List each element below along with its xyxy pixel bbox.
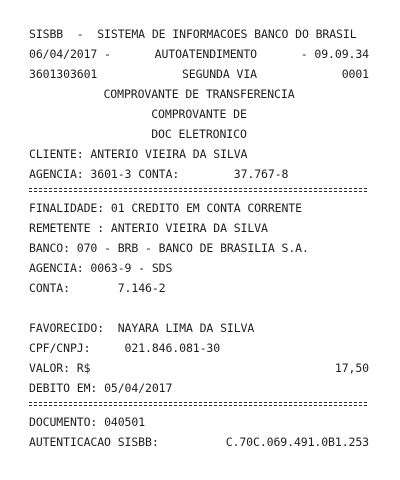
receipt-subtitle-1: COMPROVANTE DE bbox=[151, 107, 247, 121]
beneficiary-label: FAVORECIDO: bbox=[29, 321, 105, 335]
client-label: CLIENTE: bbox=[29, 147, 84, 161]
beneficiary-doc-row bbox=[29, 338, 369, 358]
dest-account-label: CONTA: bbox=[29, 281, 70, 295]
debit-label: DEBITO EM: bbox=[29, 381, 98, 395]
bank-label: BANCO: bbox=[29, 241, 70, 255]
client-agency-label: AGENCIA: bbox=[29, 167, 84, 181]
value-row bbox=[29, 358, 369, 378]
purpose-value: 01 CREDITO EM CONTA CORRENTE bbox=[110, 201, 302, 215]
copy-label: SEGUNDA VIA bbox=[181, 67, 257, 81]
blank-line bbox=[29, 298, 369, 318]
client-account-row bbox=[29, 164, 369, 184]
dest-agency-row bbox=[29, 258, 369, 278]
document-label: DOCUMENTO: bbox=[29, 415, 98, 429]
service-name: AUTOATENDIMENTO bbox=[154, 47, 257, 61]
client-row bbox=[29, 144, 369, 164]
sender-row bbox=[29, 218, 369, 238]
purpose-row bbox=[29, 198, 369, 218]
separator bbox=[29, 186, 369, 194]
value-amount: 17,50 bbox=[334, 361, 369, 375]
receipt-date: 06/04/2017 - bbox=[29, 47, 111, 61]
dest-account-value: 7.146-2 bbox=[117, 281, 166, 295]
receipt-subtitle-2: DOC ELETRONICO bbox=[151, 127, 247, 141]
receipt bbox=[29, 24, 369, 452]
auth-label: AUTENTICACAO SISBB: bbox=[29, 435, 159, 449]
beneficiary-doc: 021.846.081-30 bbox=[124, 341, 221, 355]
sender-name: ANTERIO VIEIRA DA SILVA bbox=[110, 221, 268, 235]
beneficiary-name: NAYARA LIMA DA SILVA bbox=[117, 321, 255, 335]
receipt-title: COMPROVANTE DE TRANSFERENCIA bbox=[103, 87, 295, 101]
value-label: VALOR: R$ bbox=[29, 361, 91, 375]
debit-date: 05/04/2017 bbox=[104, 381, 173, 395]
dest-agency-label: AGENCIA: bbox=[29, 261, 84, 275]
debit-row bbox=[29, 378, 369, 398]
receipt-time: - 09.09.34 bbox=[300, 47, 369, 61]
client-name: ANTERIO VIEIRA DA SILVA bbox=[90, 147, 248, 161]
purpose-label: FINALIDADE: bbox=[29, 201, 105, 215]
sender-label: REMETENTE : bbox=[29, 221, 105, 235]
bank-row bbox=[29, 238, 369, 258]
client-account: 37.767-8 bbox=[233, 167, 289, 181]
client-agency: 3601-3 bbox=[90, 167, 132, 181]
beneficiary-row bbox=[29, 318, 369, 338]
dest-account-row bbox=[29, 278, 369, 298]
beneficiary-doc-label: CPF/CNPJ: bbox=[29, 341, 91, 355]
document-row bbox=[29, 412, 369, 432]
bank-value: 070 - BRB - BANCO DE BRASILIA S.A. bbox=[76, 241, 309, 255]
auth-row bbox=[29, 432, 369, 452]
document-number: 040501 bbox=[104, 415, 146, 429]
client-account-label: CONTA: bbox=[138, 167, 180, 181]
auth-code: C.70C.069.491.0B1.253 bbox=[225, 435, 369, 449]
separator bbox=[29, 400, 369, 408]
sequence-number: 0001 bbox=[341, 67, 369, 81]
dest-agency-value: 0063-9 - SDS bbox=[90, 261, 173, 275]
terminal-id: 3601303601 bbox=[29, 67, 98, 81]
system-header: SISBB - SISTEMA DE INFORMACOES BANCO DO BRASIL bbox=[29, 27, 357, 41]
date-time-row bbox=[29, 44, 369, 64]
terminal-row bbox=[29, 64, 369, 84]
